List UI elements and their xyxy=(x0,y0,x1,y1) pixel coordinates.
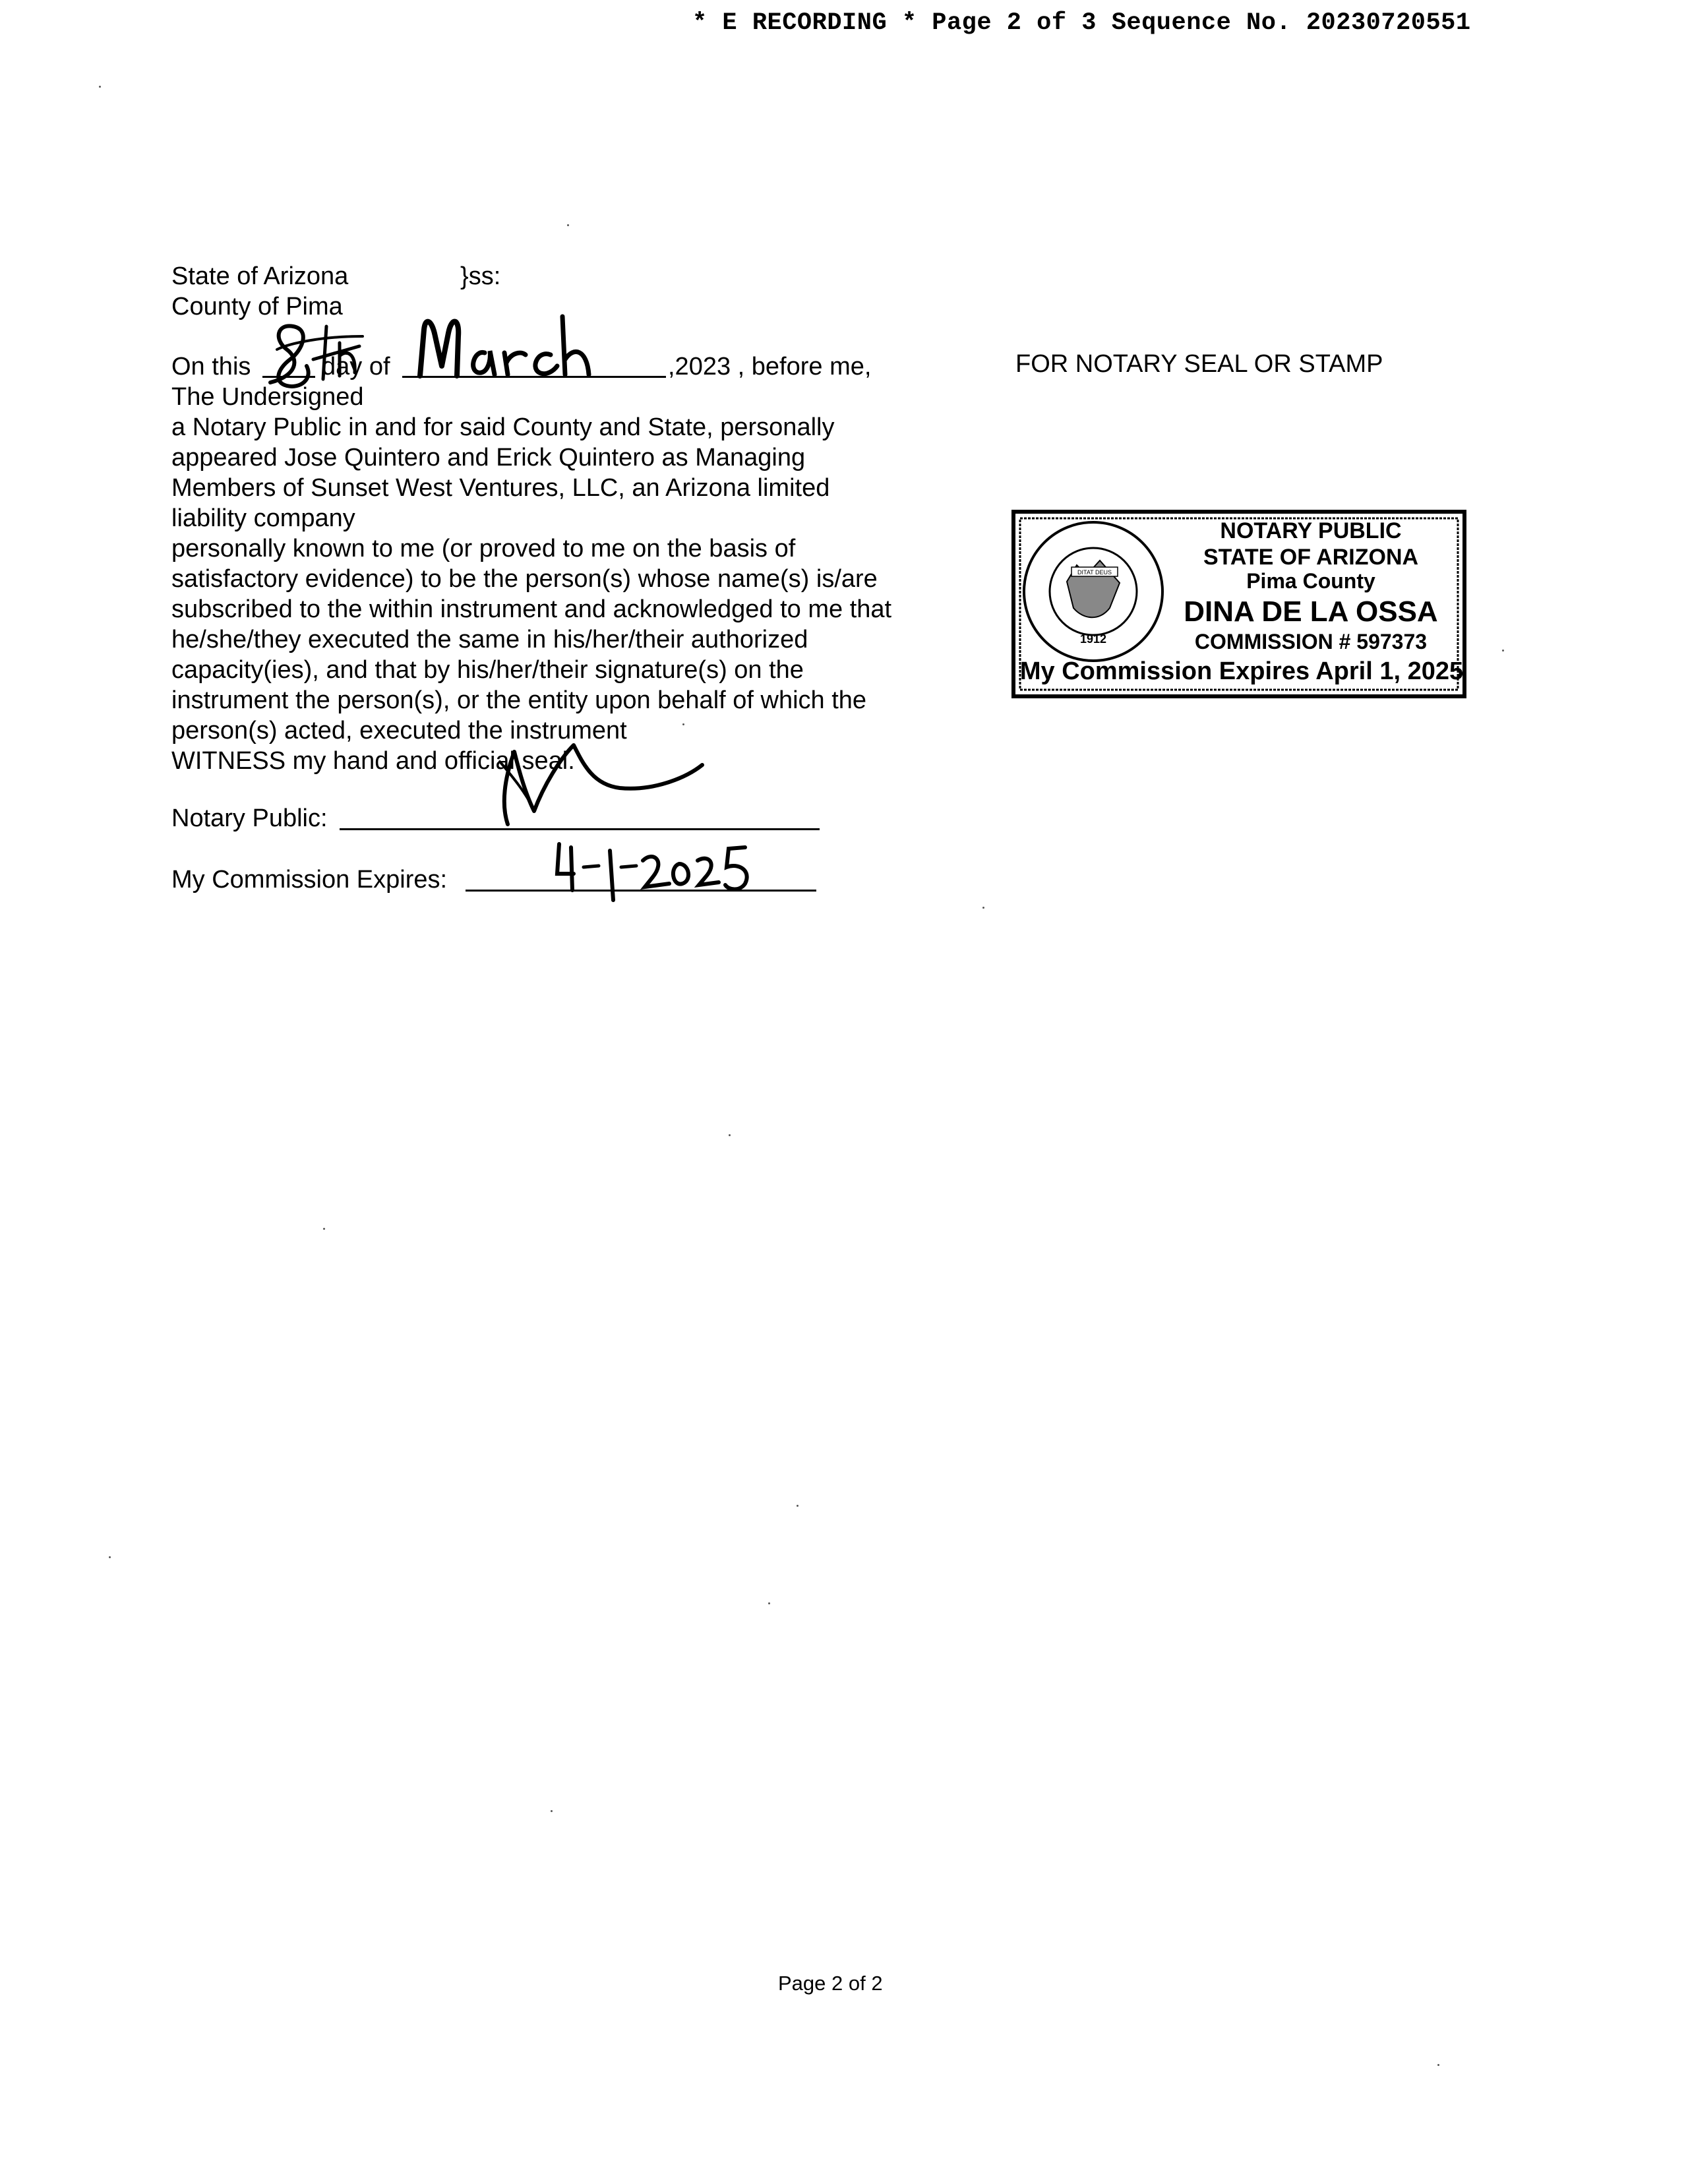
body-line: satisfactory evidence) to be the person(s) whose name(s) is/are xyxy=(171,565,878,593)
county-line: County of Pima xyxy=(171,293,343,320)
day-of-label: day of xyxy=(322,353,390,380)
body-line: subscribed to the within instrument and acknowledged to me that xyxy=(171,595,892,623)
stamp-commission-number: COMMISSION # 597373 xyxy=(1194,630,1428,653)
stamp-line1: NOTARY PUBLIC xyxy=(1220,518,1402,543)
scan-speck xyxy=(323,1228,325,1230)
notary-signature xyxy=(475,725,712,831)
scan-speck xyxy=(551,1810,553,1812)
stamp-line2: STATE OF ARIZONA xyxy=(1203,545,1419,570)
stamp-expires: My Commission Expires April 1, 2025 xyxy=(1019,657,1464,685)
recording-header: * E RECORDING * Page 2 of 3 Sequence No. 20230720551 xyxy=(692,9,1471,37)
body-line: person(s) acted, executed the instrument xyxy=(171,717,627,744)
scan-speck xyxy=(768,1602,770,1604)
body-line: liability company xyxy=(171,504,355,532)
scan-speck xyxy=(1502,650,1504,652)
body-line: he/she/they executed the same in his/her/their authorized xyxy=(171,626,808,653)
scan-speck xyxy=(682,723,684,725)
handwritten-day-8th xyxy=(251,297,376,396)
notary-stamp xyxy=(1011,509,1467,699)
body-line: WITNESS my hand and official seal. xyxy=(171,747,575,775)
stamp-notary-name: DINA DE LA OSSA xyxy=(1184,595,1438,628)
notary-stamp-heading: FOR NOTARY SEAL OR STAMP xyxy=(1015,350,1383,378)
body-line: Members of Sunset West Ventures, LLC, an Arizona limited xyxy=(171,474,830,502)
ss-label: }ss: xyxy=(460,262,501,290)
state-line: State of Arizona xyxy=(171,262,349,290)
body-line: capacity(ies), and that by his/her/their signature(s) on the xyxy=(171,656,804,684)
scan-speck xyxy=(797,1505,799,1507)
scan-speck xyxy=(1437,2064,1439,2066)
body-line: personally known to me (or proved to me on the basis of xyxy=(171,535,796,562)
body-line: appeared Jose Quintero and Erick Quintero as Managing xyxy=(171,444,806,471)
scan-speck xyxy=(99,86,101,88)
body-line: a Notary Public in and for said County and State, personally xyxy=(171,413,835,441)
scan-speck xyxy=(729,1134,731,1136)
commission-expires-label: My Commission Expires: xyxy=(171,866,448,894)
svg-text:1912: 1912 xyxy=(1079,632,1107,646)
scan-speck xyxy=(109,1556,111,1558)
scan-speck xyxy=(567,224,569,226)
on-this-label: On this xyxy=(171,353,251,380)
body-line: instrument the person(s), or the entity upon behalf of which the xyxy=(171,686,867,714)
notary-public-label: Notary Public: xyxy=(171,804,328,832)
page-footer: Page 2 of 2 xyxy=(778,1972,883,1995)
stamp-line3: Pima County xyxy=(1246,569,1375,593)
arizona-state-seal-icon xyxy=(1024,522,1162,661)
handwritten-expiry-date xyxy=(547,837,765,910)
undersigned-line: The Undersigned xyxy=(171,383,364,411)
svg-text:DITAT DEUS: DITAT DEUS xyxy=(1077,569,1112,576)
scan-speck xyxy=(982,907,984,909)
year-text: ,2023 , before me, xyxy=(668,353,872,380)
handwritten-month-march xyxy=(412,303,610,382)
